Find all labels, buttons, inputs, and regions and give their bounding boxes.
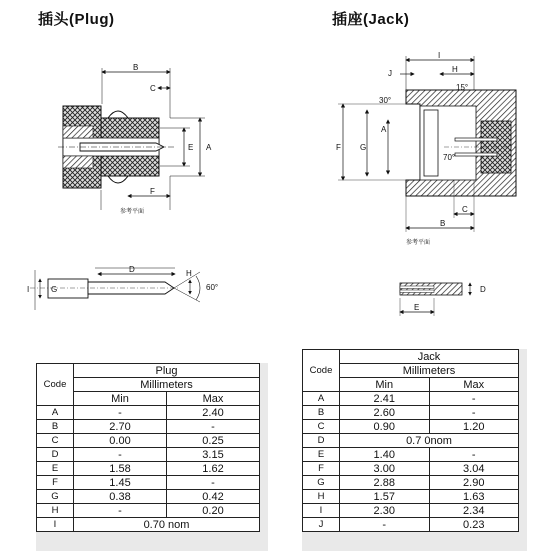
plug-table-caption: Plug [74, 364, 260, 378]
table-row [303, 434, 519, 448]
row-min: 0.90 [340, 420, 430, 434]
plug-section-drawing [58, 63, 212, 215]
row-max: - [167, 420, 260, 434]
table-row [37, 490, 260, 504]
plug-dimensions-table [36, 363, 260, 532]
plug-unit-header: Millimeters [74, 378, 260, 392]
row-max: 1.20 [429, 420, 519, 434]
jack-table-caption: Jack [340, 350, 519, 364]
table-row [37, 420, 260, 434]
row-min: 2.41 [340, 392, 430, 406]
row-max: 0.42 [167, 490, 260, 504]
plug-reference-plane-label: 参考平面 [120, 209, 145, 215]
table-row [303, 392, 519, 406]
jack-title: 插座(Jack) [332, 11, 410, 28]
jack-angle-30-label: 30° [379, 96, 392, 105]
row-code: J [303, 518, 340, 532]
jack-section-drawing [336, 51, 516, 246]
jack-unit-header: Millimeters [340, 364, 519, 378]
row-code: E [303, 448, 340, 462]
jack-contact-drawing [400, 283, 486, 316]
row-min: - [74, 504, 167, 518]
row-min: 1.40 [340, 448, 430, 462]
row-max: - [429, 448, 519, 462]
row-min: 3.00 [340, 462, 430, 476]
jack-min-header: Min [340, 378, 430, 392]
jack-dim-g-label: G [360, 143, 367, 152]
jack-dim-f-label: F [336, 143, 341, 152]
row-min: 2.88 [340, 476, 430, 490]
row-code: F [303, 462, 340, 476]
table-row [303, 504, 519, 518]
plug-dim-e-label: E [188, 143, 194, 152]
plug-dim-c-label: C [150, 84, 156, 93]
row-code: H [37, 504, 74, 518]
jack-dim-i-label: I [438, 51, 441, 60]
row-code: B [303, 406, 340, 420]
row-min: 1.58 [74, 462, 167, 476]
row-code: C [37, 434, 74, 448]
jack-max-header: Max [429, 378, 519, 392]
row-code: E [37, 462, 74, 476]
table-row [37, 462, 260, 476]
jack-dimensions-table [302, 349, 519, 532]
plug-pin-dim-h-label: H [186, 269, 192, 278]
table-row [303, 420, 519, 434]
row-min: - [340, 518, 430, 532]
plug-max-header: Max [167, 392, 260, 406]
row-max: 1.62 [167, 462, 260, 476]
jack-contact-dim-e-label: E [414, 303, 420, 312]
row-max: 0.20 [167, 504, 260, 518]
jack-dim-c-label: C [462, 205, 468, 214]
plug-pin-drawing [27, 265, 218, 310]
row-span-value: 0.7 0nom [340, 434, 519, 448]
row-code: F [37, 476, 74, 490]
table-row [37, 434, 260, 448]
row-max: - [429, 392, 519, 406]
row-code: C [303, 420, 340, 434]
row-max: 3.15 [167, 448, 260, 462]
row-code: G [303, 476, 340, 490]
table-row [37, 518, 260, 532]
plug-pin-dim-g-label: G [51, 285, 58, 294]
row-code: D [303, 434, 340, 448]
jack-reference-plane-label: 参考平面 [406, 240, 431, 246]
plug-title: 插头(Plug) [38, 11, 115, 28]
table-row [303, 490, 519, 504]
plug-dim-b-label: B [133, 63, 139, 72]
row-min: 0.00 [74, 434, 167, 448]
table-row [303, 462, 519, 476]
row-max: 3.04 [429, 462, 519, 476]
plug-pin-dim-d-label: D [129, 265, 135, 274]
row-min: - [74, 406, 167, 420]
row-max: 0.23 [429, 518, 519, 532]
jack-angle-15-label: 15° [456, 83, 469, 92]
row-code: A [37, 406, 74, 420]
row-min: 2.60 [340, 406, 430, 420]
row-code: I [303, 504, 340, 518]
row-min: - [74, 448, 167, 462]
row-code: A [303, 392, 340, 406]
plug-min-header: Min [74, 392, 167, 406]
row-max: 0.25 [167, 434, 260, 448]
table-row [303, 448, 519, 462]
row-code: D [37, 448, 74, 462]
row-max: 2.34 [429, 504, 519, 518]
plug-pin-angle-label: 60° [206, 283, 219, 292]
plug-dim-f-label: F [150, 187, 155, 196]
row-min: 0.38 [74, 490, 167, 504]
row-code: B [37, 420, 74, 434]
table-row [303, 476, 519, 490]
jack-code-header: Code [303, 350, 340, 392]
row-min: 1.45 [74, 476, 167, 490]
table-row [37, 448, 260, 462]
jack-dim-b-label: B [440, 219, 446, 228]
table-row [37, 504, 260, 518]
plug-pin-dim-i-label: I [27, 285, 30, 294]
table-row [303, 518, 519, 532]
row-max: - [167, 476, 260, 490]
row-max: - [429, 406, 519, 420]
row-min: 1.57 [340, 490, 430, 504]
plug-dim-a-label: A [206, 143, 212, 152]
row-min: 2.70 [74, 420, 167, 434]
jack-contact-dim-d-label: D [480, 285, 486, 294]
table-row [37, 476, 260, 490]
row-span-value: 0.70 nom [74, 518, 260, 532]
row-min: 2.30 [340, 504, 430, 518]
table-row [37, 406, 260, 420]
row-code: I [37, 518, 74, 532]
row-max: 2.90 [429, 476, 519, 490]
row-max: 1.63 [429, 490, 519, 504]
table-row [303, 406, 519, 420]
jack-angle-70-label: 70° [443, 153, 456, 162]
jack-dim-h-label: H [452, 65, 458, 74]
plug-code-header: Code [37, 364, 74, 406]
row-code: G [37, 490, 74, 504]
row-max: 2.40 [167, 406, 260, 420]
row-code: H [303, 490, 340, 504]
jack-dim-j-label: J [388, 69, 392, 78]
jack-dim-a-label: A [381, 125, 387, 134]
